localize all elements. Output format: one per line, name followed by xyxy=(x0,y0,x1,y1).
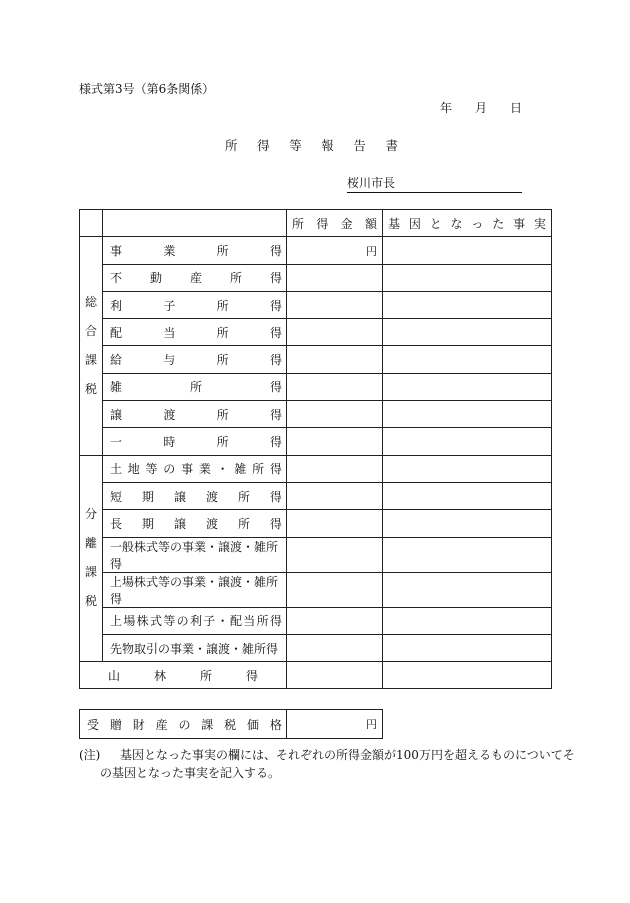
group-label-char: 税 xyxy=(84,594,97,609)
income-type-char: 譲 xyxy=(173,516,186,531)
income-type-label xyxy=(103,537,287,572)
note-line1: 基因となった事実の欄には、それぞれの所得金額が100万円を超えるものについてそ xyxy=(120,748,575,762)
income-type-char: 所 xyxy=(216,435,229,450)
gift-amount-field[interactable] xyxy=(287,710,383,739)
income-type-char: 動 xyxy=(149,271,162,286)
header-fact-char: な xyxy=(450,216,463,231)
gift-label-cell xyxy=(80,710,287,739)
table-row xyxy=(80,572,552,607)
income-amount-field[interactable] xyxy=(287,291,383,318)
income-type-char: 当 xyxy=(163,325,176,340)
income-type-char: 短 xyxy=(110,489,123,504)
income-type-char: 得 xyxy=(269,353,282,368)
table-row xyxy=(80,373,552,400)
income-type-label xyxy=(103,607,287,634)
income-type-char: 与 xyxy=(163,353,176,368)
table-row xyxy=(80,428,552,455)
income-type-char: ・ xyxy=(216,462,229,477)
group-label-char: 総 xyxy=(84,294,97,309)
income-type-label xyxy=(103,428,287,455)
table-row-forest xyxy=(80,662,552,689)
title-char: 等 xyxy=(289,138,302,153)
income-type-char: 得 xyxy=(269,271,282,286)
income-type-char: 期 xyxy=(141,489,154,504)
income-type-char: 所 xyxy=(256,614,269,629)
note xyxy=(79,746,575,764)
income-amount-field[interactable] xyxy=(287,346,383,373)
header-fact-char: っ xyxy=(471,216,484,231)
income-type-char: 渡 xyxy=(205,516,218,531)
income-fact-field[interactable] xyxy=(383,510,552,537)
income-amount-field[interactable] xyxy=(287,319,383,346)
income-type-char: 株 xyxy=(136,614,149,629)
title-char: 所 xyxy=(225,138,238,153)
table-row xyxy=(80,237,552,264)
income-type-char: 得 xyxy=(269,462,282,477)
income-type-char: 渡 xyxy=(205,489,218,504)
income-fact-field[interactable] xyxy=(383,607,552,634)
date-month: 月 xyxy=(474,101,487,115)
income-type-char: 不 xyxy=(110,271,123,286)
income-amount-field[interactable] xyxy=(287,373,383,400)
table-row xyxy=(80,455,552,482)
income-type-char: 利 xyxy=(110,298,123,313)
income-type-char: 得 xyxy=(269,407,282,422)
gift-label-char: 産 xyxy=(155,717,168,732)
income-type-char: 所 xyxy=(216,407,229,422)
income-type-label xyxy=(103,482,287,509)
header-fact-char: た xyxy=(492,216,505,231)
gift-label-char: 贈 xyxy=(109,717,122,732)
income-type-char: 渡 xyxy=(163,407,176,422)
income-amount-field[interactable] xyxy=(287,607,383,634)
header-amount-char: 得 xyxy=(316,216,329,231)
income-amount-field[interactable] xyxy=(287,237,383,264)
income-type-label xyxy=(103,346,287,373)
income-type-char: 得 xyxy=(269,614,282,629)
income-type-label xyxy=(103,291,287,318)
date-line xyxy=(440,99,522,116)
group-label-char: 課 xyxy=(84,352,97,367)
gift-label-char: 財 xyxy=(132,717,145,732)
income-type-char: 得 xyxy=(269,435,282,450)
income-type-char: 所 xyxy=(216,325,229,340)
date-year: 年 xyxy=(440,101,453,115)
income-type-char: 得 xyxy=(269,380,282,395)
income-type-char: 所 xyxy=(189,380,202,395)
income-type-char: 配 xyxy=(110,325,123,340)
income-fact-field[interactable] xyxy=(383,319,552,346)
gift-label-char: の xyxy=(178,717,191,732)
note-line2: の基因となった事実を記入する。 xyxy=(100,766,281,780)
income-amount-field[interactable] xyxy=(287,264,383,291)
gift-label-char: 課 xyxy=(201,717,214,732)
gift-label-char: 価 xyxy=(247,717,260,732)
income-fact-field[interactable] xyxy=(383,264,552,291)
income-type-label xyxy=(103,510,287,537)
income-fact-field[interactable] xyxy=(383,572,552,607)
income-type-char: 式 xyxy=(149,614,162,629)
income-type-char: 事 xyxy=(181,462,194,477)
group-label-char: 合 xyxy=(84,323,97,338)
income-type-char: 地 xyxy=(127,462,140,477)
title-char: 書 xyxy=(385,138,398,153)
group-label-separate xyxy=(80,455,103,661)
header-amount xyxy=(287,210,383,237)
form-number: 様式第3号（第6条関係） xyxy=(79,82,215,96)
income-type-char: 得 xyxy=(269,516,282,531)
group-label-comprehensive xyxy=(80,237,103,455)
income-type-char: 事 xyxy=(110,243,123,258)
group-label-char: 税 xyxy=(84,381,97,396)
income-type-char: 子 xyxy=(203,614,216,629)
income-type-char: 長 xyxy=(110,516,123,531)
income-type-char: 雑 xyxy=(234,462,247,477)
income-amount-field[interactable] xyxy=(287,428,383,455)
income-type-char: 所 xyxy=(229,271,242,286)
income-type-char: 得 xyxy=(269,298,282,313)
table-row xyxy=(80,346,552,373)
income-report-table xyxy=(79,209,552,689)
header-fact xyxy=(383,210,552,237)
income-type-char: 配 xyxy=(229,614,242,629)
income-type-char: 等 xyxy=(145,462,158,477)
forest-income-char: 林 xyxy=(153,668,166,683)
addressee: 桜川市長 xyxy=(347,174,522,193)
income-type-char: 一 xyxy=(110,435,123,450)
header-fact-char: と xyxy=(429,216,442,231)
income-type-label xyxy=(103,264,287,291)
income-amount-field[interactable] xyxy=(287,537,383,572)
currency-unit: 円 xyxy=(366,245,377,259)
income-type-char: ・ xyxy=(216,614,229,629)
income-type-label xyxy=(103,401,287,428)
income-type-char: 一般株式等の事業・譲渡・雑所得 xyxy=(110,539,279,571)
income-type-char: 得 xyxy=(269,489,282,504)
income-type-label xyxy=(103,319,287,346)
gift-label xyxy=(87,716,282,733)
header-row xyxy=(80,210,552,237)
table-row xyxy=(80,401,552,428)
income-type-char: 所 xyxy=(252,462,265,477)
income-type-char: 子 xyxy=(163,298,176,313)
note-prefix: (注) xyxy=(79,748,101,762)
table-row xyxy=(80,291,552,318)
income-type-char: 得 xyxy=(269,243,282,258)
table-row xyxy=(80,634,552,661)
income-type-label xyxy=(103,572,287,607)
income-type-char: 土 xyxy=(110,462,123,477)
header-fact-char: 実 xyxy=(533,216,546,231)
income-type-char: 等 xyxy=(163,614,176,629)
income-type-char: 所 xyxy=(216,298,229,313)
table-row xyxy=(80,482,552,509)
income-type-char: 産 xyxy=(189,271,202,286)
header-fact-char: 基 xyxy=(388,216,401,231)
income-fact-field[interactable] xyxy=(383,537,552,572)
income-amount-field[interactable] xyxy=(287,482,383,509)
gift-label-char: 受 xyxy=(87,717,100,732)
income-type-char: 所 xyxy=(216,353,229,368)
income-type-char: 当 xyxy=(243,614,256,629)
income-type-label xyxy=(103,634,287,661)
income-type-char: 利 xyxy=(189,614,202,629)
table-row xyxy=(80,510,552,537)
title-char: 得 xyxy=(257,138,270,153)
gift-property-table xyxy=(79,709,383,739)
forest-income-char: 所 xyxy=(199,668,212,683)
header-amount-char: 額 xyxy=(364,216,377,231)
income-amount-field[interactable] xyxy=(287,401,383,428)
income-amount-field[interactable] xyxy=(287,634,383,661)
gift-unit: 円 xyxy=(366,718,377,731)
income-type-char: 譲 xyxy=(110,407,123,422)
income-type-char: 所 xyxy=(216,243,229,258)
income-type-label xyxy=(103,237,287,264)
title-char: 告 xyxy=(353,138,366,153)
forest-income-char: 得 xyxy=(245,668,258,683)
income-type-char: 先物取引の事業・譲渡・雑所得 xyxy=(110,641,279,656)
income-fact-field[interactable] xyxy=(383,482,552,509)
income-type-char: 得 xyxy=(269,325,282,340)
income-fact-field[interactable] xyxy=(383,373,552,400)
income-type-char: 譲 xyxy=(173,489,186,504)
gift-label-char: 格 xyxy=(269,717,282,732)
income-fact-field[interactable] xyxy=(383,346,552,373)
income-type-char: 期 xyxy=(141,516,154,531)
table-row xyxy=(80,537,552,572)
income-type-label xyxy=(103,455,287,482)
date-day: 日 xyxy=(509,101,522,115)
header-fact-char: 事 xyxy=(513,216,526,231)
forest-fact-field[interactable] xyxy=(383,662,552,689)
income-type-char: 上場株式等の事業・譲渡・雑所得 xyxy=(110,574,279,606)
income-type-char: 場 xyxy=(123,614,136,629)
group-label-char: 課 xyxy=(84,565,97,580)
header-blank-cell xyxy=(80,210,103,237)
income-amount-field[interactable] xyxy=(287,510,383,537)
income-type-char: の xyxy=(176,614,189,629)
table-row xyxy=(80,264,552,291)
table-row xyxy=(80,319,552,346)
income-type-char: 所 xyxy=(237,516,250,531)
header-amount-char: 金 xyxy=(340,216,353,231)
income-type-char: 雑 xyxy=(110,380,123,395)
group-label-char: 離 xyxy=(84,536,97,551)
header-amount-char: 所 xyxy=(292,216,305,231)
income-type-char: 時 xyxy=(163,435,176,450)
header-label-blank-cell xyxy=(103,210,287,237)
group-label-char: 分 xyxy=(84,507,97,522)
forest-income-label xyxy=(80,662,287,689)
income-type-char: 上 xyxy=(110,614,123,629)
header-fact-char: 因 xyxy=(408,216,421,231)
income-fact-field[interactable] xyxy=(383,634,552,661)
income-amount-field[interactable] xyxy=(287,455,383,482)
income-fact-field[interactable] xyxy=(383,428,552,455)
income-fact-field[interactable] xyxy=(383,237,552,264)
income-type-char: 給 xyxy=(110,353,123,368)
income-fact-field[interactable] xyxy=(383,291,552,318)
table-row xyxy=(80,607,552,634)
income-type-char: 業 xyxy=(163,243,176,258)
income-type-char: 業 xyxy=(198,462,211,477)
income-type-char: 所 xyxy=(237,489,250,504)
income-fact-field[interactable] xyxy=(383,401,552,428)
income-type-char: の xyxy=(163,462,176,477)
document-title xyxy=(225,136,398,154)
income-type-label xyxy=(103,373,287,400)
income-fact-field[interactable] xyxy=(383,455,552,482)
forest-income-char: 山 xyxy=(108,668,121,683)
gift-label-char: 税 xyxy=(224,717,237,732)
title-char: 報 xyxy=(321,138,334,153)
income-amount-field[interactable] xyxy=(287,572,383,607)
forest-amount-field[interactable] xyxy=(287,662,383,689)
